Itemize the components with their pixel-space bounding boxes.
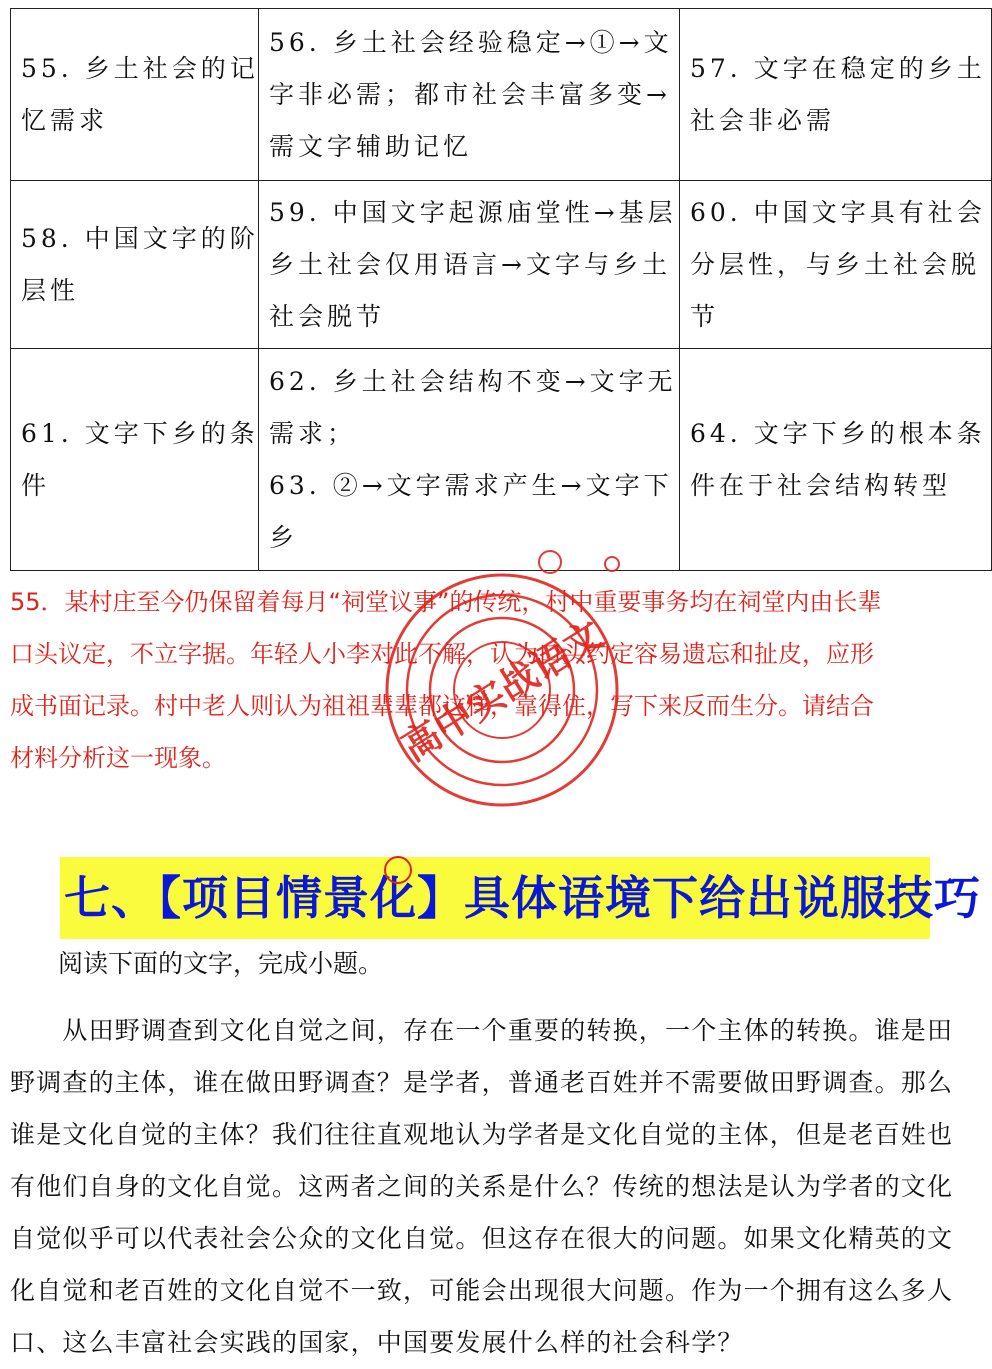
section-heading: 七、【项目情景化】具体语境下给出说服技巧 <box>64 871 981 925</box>
table-row <box>11 349 992 571</box>
table-row <box>11 181 992 349</box>
reading-passage: 从田野调查到文化自觉之间，存在一个重要的转换，一个主体的转换。谁是田 野调查的主体，谁在做田野调查？是学者，普通老百姓并不需要做田野调查。那么 谁是文化自觉的主体？我们往往直观地认为学者是文化自觉的主体，但是老百姓也 有他们自身的文化自觉。这两者之间的关系是什么？传统的想法是认为学者的文化 自觉似乎可以代表社会公众的文化自觉。但这存在很大的问题。如果文化精英的文 化自觉和老百姓的文化自觉不一致，可能会出现很大问题。作为一个拥有这么多人 口、这么丰富社会实践的国家，中国要发展什么样的社会科学？ <box>10 1016 954 1357</box>
table-cell: 55. 乡土社会的记 忆需求 <box>11 9 259 181</box>
circle-mark-icon <box>384 856 412 884</box>
instruction-text: 阅读下面的文字，完成小题。 <box>58 949 384 978</box>
table-cell: 62. 乡土社会结构不变→文字无 需求； 63. ②→文字需求产生→文字下 乡 <box>259 349 680 571</box>
summary-table <box>10 8 992 571</box>
stamp-text: 高中实战语文 <box>394 611 611 770</box>
table-cell: 64. 文字下乡的根本条 件在于社会结构转型 <box>680 349 992 571</box>
table-cell: 56. 乡土社会经验稳定→①→文 字非必需；都市社会丰富多变→ 需文字辅助记忆 <box>259 9 680 181</box>
table-cell: 61. 文字下乡的条 件 <box>11 349 259 571</box>
table-row <box>11 9 992 181</box>
table-cell: 59. 中国文字起源庙堂性→基层 乡土社会仅用语言→文字与乡土 社会脱节 <box>259 181 680 349</box>
watermark-stamp <box>352 540 652 840</box>
table-cell: 58. 中国文字的阶 层性 <box>11 181 259 349</box>
question-55: 55．某村庄至今仍保留着每月“祠堂议事”的传统，村中重要事务均在祠堂内由长辈 口头议定，不立字据。年轻人小李对此不解，认为口头约定容易遗忘和扯皮，应形 成书面记录。村中老人则认为祖祖辈辈都这样，靠得住，写下来反而生分。请结合 材料分析这一现象。 <box>10 588 882 772</box>
table-cell: 60. 中国文字具有社会 分层性，与乡土社会脱 节 <box>680 181 992 349</box>
table-cell: 57. 文字在稳定的乡土 社会非必需 <box>680 9 992 181</box>
